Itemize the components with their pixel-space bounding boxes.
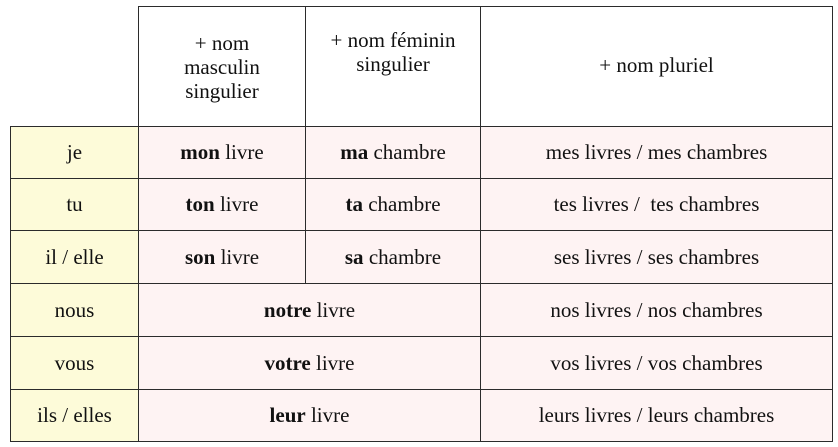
cell-masc-tu <box>138 178 306 231</box>
pronoun-je <box>10 126 139 179</box>
cell-plural-il-elle <box>480 230 833 284</box>
header-masc-line-3: singulier <box>185 78 259 103</box>
header-fem-line-1: + nom féminin <box>330 27 456 52</box>
pronoun-nous <box>10 283 139 337</box>
determiner: leur <box>269 403 306 427</box>
plural-text: leurs livres / leurs chambres <box>538 403 775 427</box>
cell-plural-tu <box>480 178 833 231</box>
pronoun-il-elle <box>10 230 139 284</box>
cell-masc-il-elle <box>138 230 306 284</box>
pronoun-label: tu <box>66 192 83 216</box>
cell-singular-nous <box>138 283 481 337</box>
cell-plural-je <box>480 126 833 179</box>
cell-plural-vous <box>480 336 833 390</box>
determiner: mon <box>180 140 220 164</box>
pronoun-label: nous <box>54 297 95 322</box>
noun: livre <box>305 403 350 427</box>
determiner: votre <box>264 350 311 375</box>
noun: livre <box>214 192 259 216</box>
determiner: ta <box>345 192 363 216</box>
determiner: son <box>184 244 216 269</box>
header-masculine-singular <box>138 6 306 127</box>
pronoun-ils-elles <box>10 389 139 442</box>
header-plural <box>480 6 833 127</box>
plural-text: vos livres / vos chambres <box>550 350 763 375</box>
cell-singular-vous <box>138 336 481 390</box>
pronoun-label: je <box>66 140 83 164</box>
cell-singular-ils-elles <box>138 389 481 442</box>
pronoun-label: ils / elles <box>37 403 112 427</box>
pronoun-label: il / elle <box>45 244 104 269</box>
determiner: sa <box>344 244 364 269</box>
cell-plural-nous <box>480 283 833 337</box>
cell-masc-je <box>138 126 306 179</box>
noun: livre <box>219 140 264 164</box>
noun: chambre <box>363 244 442 269</box>
pronoun-label: vous <box>54 350 95 375</box>
determiner: ton <box>185 192 215 216</box>
pronoun-tu <box>10 178 139 231</box>
header-masc-line-2: masculin <box>184 54 260 79</box>
plural-text: mes livres / mes chambres <box>545 140 768 164</box>
cell-fem-je <box>305 126 481 179</box>
cell-fem-tu <box>305 178 481 231</box>
determiner: notre <box>263 297 312 322</box>
header-fem-line-2: singulier <box>356 51 430 76</box>
header-masc-line-1: + nom <box>194 30 250 55</box>
noun: chambre <box>362 192 441 216</box>
noun: livre <box>215 244 260 269</box>
noun: livre <box>310 350 355 375</box>
noun: chambre <box>368 140 446 164</box>
header-plural-label: + nom pluriel <box>599 52 714 77</box>
cell-plural-ils-elles <box>480 389 833 442</box>
determiner: ma <box>340 140 369 164</box>
noun: livre <box>311 297 356 322</box>
header-feminine-singular <box>305 6 481 127</box>
plural-text: ses livres / ses chambres <box>553 244 760 269</box>
plural-text: tes livres / tes chambres <box>553 192 760 216</box>
pronoun-vous <box>10 336 139 390</box>
plural-text: nos livres / nos chambres <box>550 297 763 322</box>
cell-fem-il-elle <box>305 230 481 284</box>
